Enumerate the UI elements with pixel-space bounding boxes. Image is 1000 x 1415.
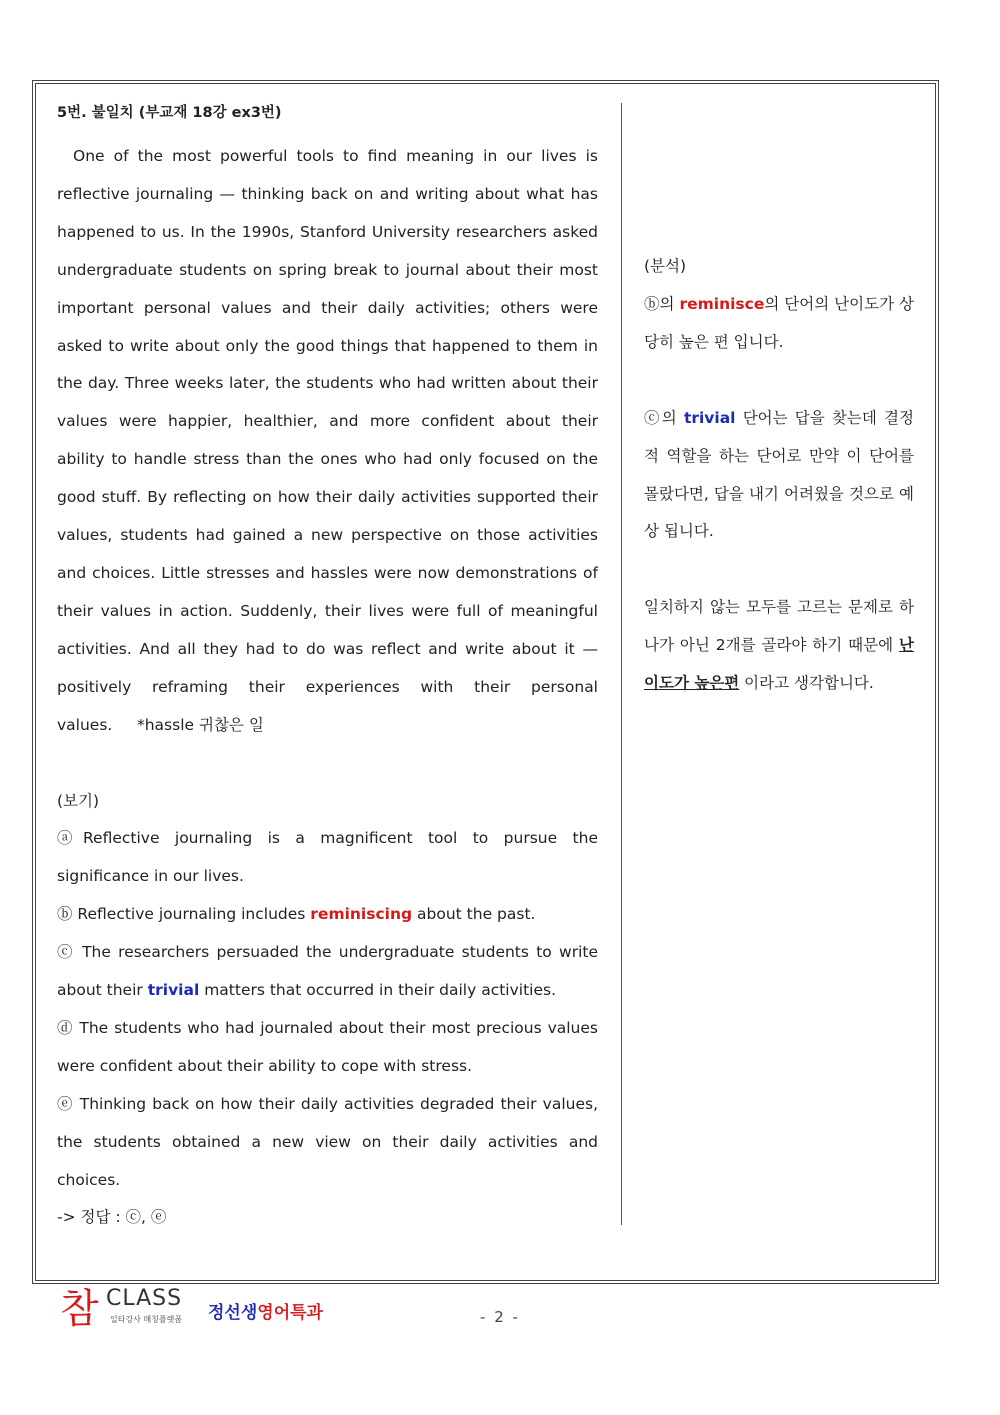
option-a: ⓐReflective journaling is a magnificent tool to pursue the significance in our lives. <box>57 829 598 886</box>
analysis-note-1: ⓑ의 reminisce의 단어의 난이도가 상당히 높은 편 입니다. <box>644 294 914 351</box>
column-divider <box>621 103 622 1225</box>
page-number: - 2 - <box>480 1308 520 1326</box>
option-e: ⓔ Thinking back on how their daily activities degraded their values, the students obtained a new view on their daily activities and choices. <box>57 1094 598 1189</box>
analysis-heading: (분석) <box>644 257 687 275</box>
keyword-trivial-analysis: trivial <box>683 408 736 427</box>
option-d: ⓓ The students who had journaled about their most precious values were confident about their ability to cope with stress. <box>57 1018 598 1075</box>
keyword-trivial: trivial <box>147 981 200 1000</box>
question-column <box>57 98 598 1237</box>
keyword-reminisce: reminisce <box>679 294 765 313</box>
option-c: ⓒ The researchers persuaded the undergraduate students to write about their trivial matters that occurred in their daily activities. <box>57 943 598 1000</box>
footnote: *hassle 귀찮은 일 <box>136 715 264 734</box>
logo-subtitle: 일타강사 매칭플랫폼 <box>110 1315 183 1324</box>
difficulty-emphasis: 난이도가 높은편 <box>644 636 914 693</box>
brand-name: 정선생영어특과 <box>208 1303 323 1323</box>
keyword-reminiscing: reminiscing <box>310 905 413 924</box>
svg-text:참: 참 <box>60 1286 99 1330</box>
answer-line: -> 정답 : ⓒ, ⓔ <box>57 1208 167 1227</box>
passage-text: One of the most powerful tools to find meaning in our lives is reflective journaling — thinking back on and writing about what has happened to us. In the 1990s, Stanford University researchers asked undergraduate students on spring break to journal about their most important personal values and their daily activities; others were asked to write about only the good things that happened to them in the day. Three weeks later, the students who had written about their values were happier, healthier, and more confident about their ability to handle stress than the ones who had only focused on the good stuff. By reflecting on how their daily activities supported their values, students had gained a new perspective on those activities and choices. Little stresses and hassles were now demonstrations of their values in action. Suddenly, their lives were full of meaningful activities. And all they had to do was reflect and write about it — positively reframing their experiences with their personal values. <box>57 147 598 734</box>
reading-passage <box>57 138 598 745</box>
analysis-note-2: ⓒ의 trivial 단어는 답을 찾는데 결정적 역할을 하는 단어로 만약 이 단어를 몰랐다면, 답을 내기 어려웠을 것으로 예상 됩니다. <box>644 408 914 541</box>
analysis-column <box>644 248 914 703</box>
options-heading: (보기) <box>57 791 100 810</box>
analysis-note-3: 일치하지 않는 모두를 고르는 문제로 하나가 아닌 2개를 골라야 하기 때문에 난이도가 높은편 이라고 생각합니다. <box>644 598 914 693</box>
logo-class-text: CLASS <box>106 1286 183 1311</box>
option-b: ⓑ Reflective journaling includes reminiscing about the past. <box>57 905 536 924</box>
question-title: 5번. 불일치 (부교재 18강 ex3번) <box>57 105 282 121</box>
